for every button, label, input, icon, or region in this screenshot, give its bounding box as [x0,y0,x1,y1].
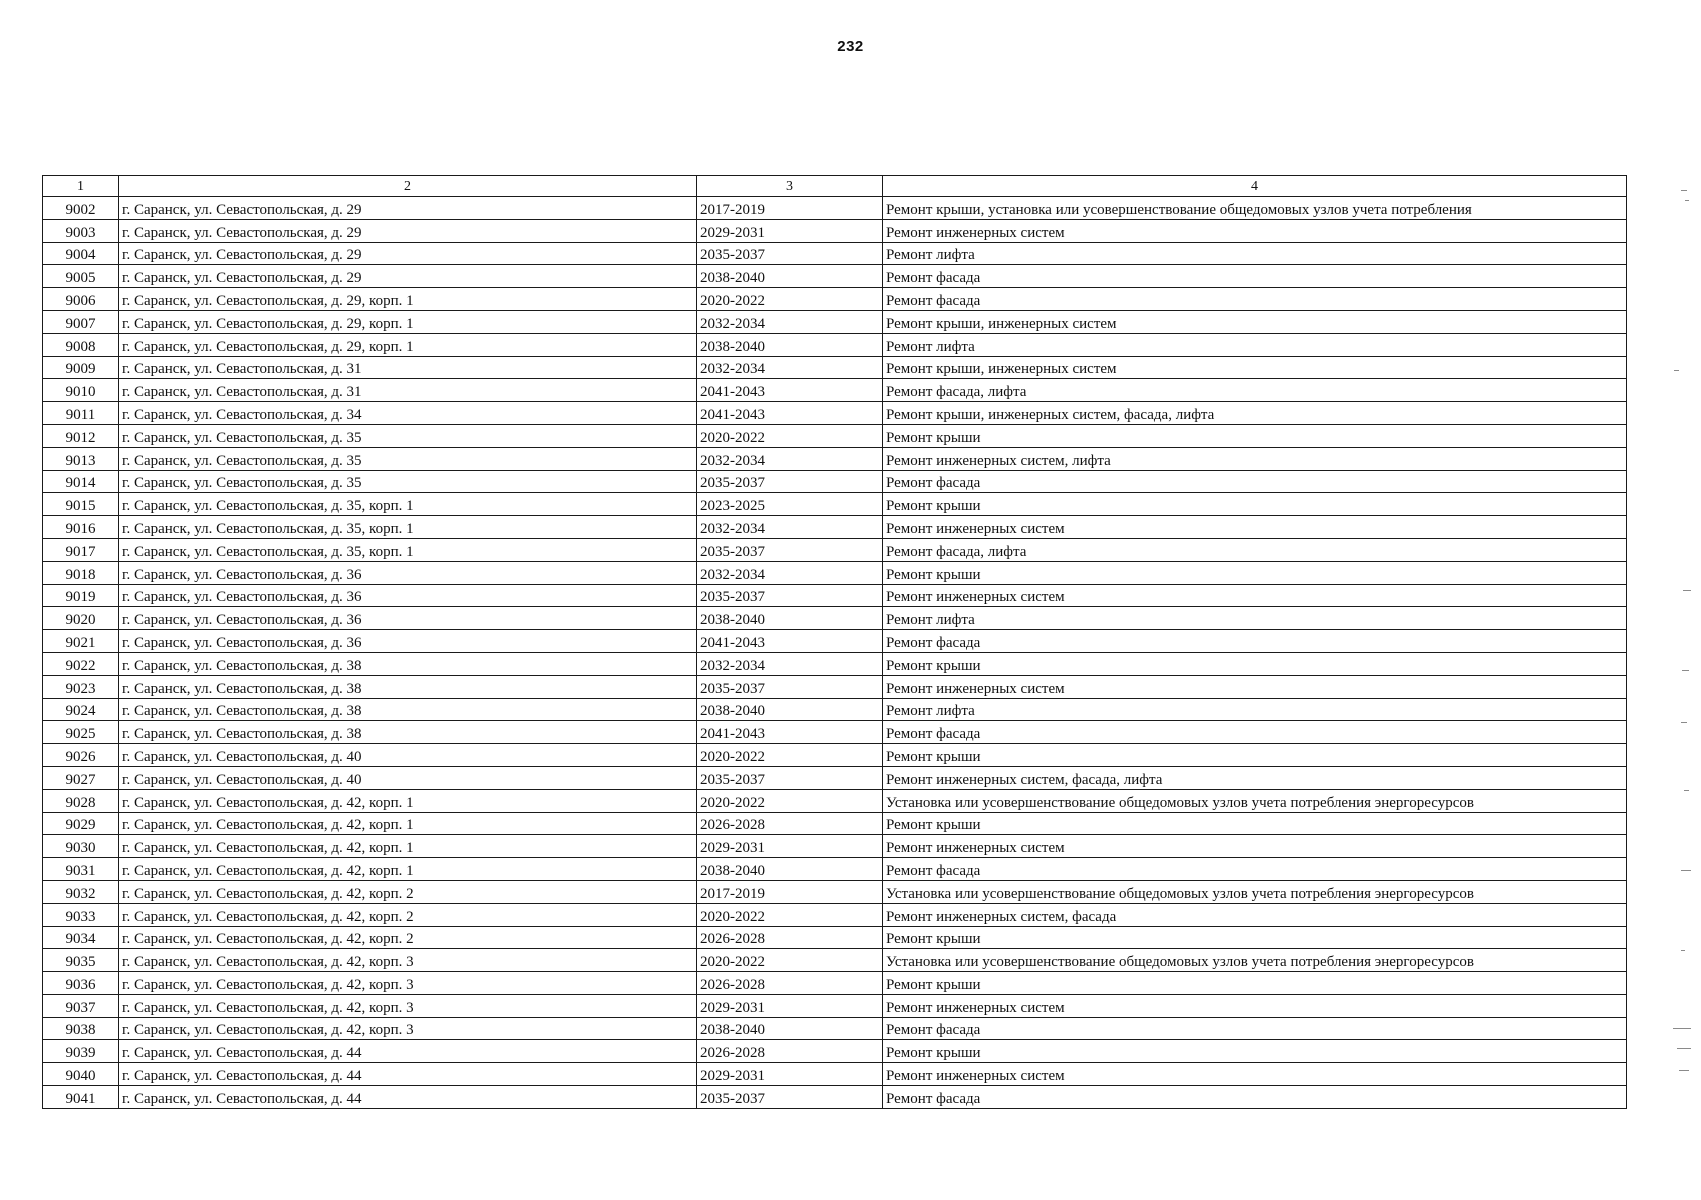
address-cell: г. Саранск, ул. Севастопольская, д. 35, корп. 1 [119,493,697,516]
table-row [43,242,1627,265]
work-type-cell: Ремонт фасада [883,630,1627,653]
row-number-cell: 9033 [43,903,119,926]
work-type-cell: Ремонт фасада [883,858,1627,881]
table-header [43,176,1627,197]
period-cell: 2032-2034 [697,447,883,470]
address-cell: г. Саранск, ул. Севастопольская, д. 38 [119,652,697,675]
period-cell: 2038-2040 [697,858,883,881]
address-cell: г. Саранск, ул. Севастопольская, д. 35 [119,470,697,493]
address-cell: г. Саранск, ул. Севастопольская, д. 29, корп. 1 [119,288,697,311]
address-cell: г. Саранск, ул. Севастопольская, д. 40 [119,766,697,789]
row-number-cell: 9041 [43,1086,119,1109]
address-cell: г. Саранск, ул. Севастопольская, д. 38 [119,721,697,744]
period-cell: 2020-2022 [697,288,883,311]
table-row [43,903,1627,926]
work-type-cell: Ремонт фасада [883,721,1627,744]
address-cell: г. Саранск, ул. Севастопольская, д. 42, корп. 1 [119,858,697,881]
address-cell: г. Саранск, ул. Севастопольская, д. 36 [119,630,697,653]
period-cell: 2038-2040 [697,1017,883,1040]
period-cell: 2035-2037 [697,766,883,789]
row-number-cell: 9011 [43,402,119,425]
row-number-cell: 9031 [43,858,119,881]
work-type-cell: Ремонт инженерных систем, фасада, лифта [883,766,1627,789]
row-number-cell: 9018 [43,561,119,584]
work-type-cell: Ремонт фасада [883,265,1627,288]
table-row [43,197,1627,220]
period-cell: 2035-2037 [697,242,883,265]
row-number-cell: 9015 [43,493,119,516]
period-cell: 2029-2031 [697,994,883,1017]
table-row [43,265,1627,288]
row-number-cell: 9005 [43,265,119,288]
table-row [43,584,1627,607]
period-cell: 2032-2034 [697,561,883,584]
table-row [43,516,1627,539]
work-type-cell: Ремонт инженерных систем [883,675,1627,698]
address-cell: г. Саранск, ул. Севастопольская, д. 44 [119,1063,697,1086]
period-cell: 2026-2028 [697,1040,883,1063]
table-row [43,310,1627,333]
address-cell: г. Саранск, ул. Севастопольская, д. 35 [119,424,697,447]
table-row [43,744,1627,767]
row-number-cell: 9025 [43,721,119,744]
row-number-cell: 9016 [43,516,119,539]
row-number-cell: 9019 [43,584,119,607]
address-cell: г. Саранск, ул. Севастопольская, д. 42, корп. 1 [119,835,697,858]
period-cell: 2038-2040 [697,698,883,721]
work-type-cell: Ремонт лифта [883,333,1627,356]
table-row [43,789,1627,812]
row-number-cell: 9030 [43,835,119,858]
table-row [43,812,1627,835]
period-cell: 2032-2034 [697,310,883,333]
period-cell: 2029-2031 [697,835,883,858]
row-number-cell: 9038 [43,1017,119,1040]
row-number-cell: 9017 [43,538,119,561]
work-type-cell: Ремонт инженерных систем [883,1063,1627,1086]
work-type-cell: Ремонт фасада [883,470,1627,493]
table-row [43,880,1627,903]
address-cell: г. Саранск, ул. Севастопольская, д. 36 [119,584,697,607]
row-number-cell: 9034 [43,926,119,949]
work-type-cell: Ремонт фасада, лифта [883,379,1627,402]
table-row [43,721,1627,744]
work-type-cell: Ремонт фасада [883,1086,1627,1109]
address-cell: г. Саранск, ул. Севастопольская, д. 42, корп. 1 [119,789,697,812]
row-number-cell: 9023 [43,675,119,698]
row-number-cell: 9012 [43,424,119,447]
row-number-cell: 9010 [43,379,119,402]
table-row [43,1040,1627,1063]
row-number-cell: 9027 [43,766,119,789]
work-type-cell: Ремонт лифта [883,698,1627,721]
period-cell: 2020-2022 [697,424,883,447]
work-type-cell: Ремонт крыши [883,744,1627,767]
address-cell: г. Саранск, ул. Севастопольская, д. 31 [119,356,697,379]
table-row [43,219,1627,242]
row-number-cell: 9008 [43,333,119,356]
capital-repair-table [42,175,1627,1109]
period-cell: 2038-2040 [697,265,883,288]
work-type-cell: Ремонт инженерных систем [883,516,1627,539]
address-cell: г. Саранск, ул. Севастопольская, д. 29, корп. 1 [119,333,697,356]
period-cell: 2029-2031 [697,1063,883,1086]
address-cell: г. Саранск, ул. Севастопольская, д. 36 [119,561,697,584]
work-type-cell: Ремонт инженерных систем [883,584,1627,607]
table-row [43,652,1627,675]
address-cell: г. Саранск, ул. Севастопольская, д. 42, корп. 3 [119,1017,697,1040]
period-cell: 2038-2040 [697,607,883,630]
row-number-cell: 9002 [43,197,119,220]
address-cell: г. Саранск, ул. Севастопольская, д. 29 [119,242,697,265]
table-row [43,470,1627,493]
work-type-cell: Ремонт инженерных систем [883,835,1627,858]
table-row [43,447,1627,470]
row-number-cell: 9009 [43,356,119,379]
row-number-cell: 9028 [43,789,119,812]
table-row [43,835,1627,858]
work-type-cell: Ремонт крыши [883,812,1627,835]
period-cell: 2017-2019 [697,880,883,903]
table-row [43,493,1627,516]
address-cell: г. Саранск, ул. Севастопольская, д. 44 [119,1086,697,1109]
row-number-cell: 9022 [43,652,119,675]
address-cell: г. Саранск, ул. Севастопольская, д. 34 [119,402,697,425]
address-cell: г. Саранск, ул. Севастопольская, д. 29 [119,197,697,220]
row-number-cell: 9014 [43,470,119,493]
row-number-cell: 9040 [43,1063,119,1086]
period-cell: 2035-2037 [697,470,883,493]
table-row [43,288,1627,311]
period-cell: 2032-2034 [697,516,883,539]
table-row [43,972,1627,995]
address-cell: г. Саранск, ул. Севастопольская, д. 31 [119,379,697,402]
work-type-cell: Ремонт фасада [883,288,1627,311]
row-number-cell: 9039 [43,1040,119,1063]
row-number-cell: 9035 [43,949,119,972]
work-type-cell: Ремонт фасада, лифта [883,538,1627,561]
period-cell: 2026-2028 [697,812,883,835]
work-type-cell: Ремонт крыши [883,1040,1627,1063]
period-cell: 2035-2037 [697,1086,883,1109]
work-type-cell: Ремонт крыши [883,493,1627,516]
page-number: 232 [837,38,864,55]
work-type-cell: Ремонт инженерных систем [883,219,1627,242]
work-type-cell: Ремонт крыши, инженерных систем [883,310,1627,333]
work-type-cell: Ремонт крыши [883,926,1627,949]
table-row [43,630,1627,653]
address-cell: г. Саранск, ул. Севастопольская, д. 38 [119,698,697,721]
row-number-cell: 9036 [43,972,119,995]
address-cell: г. Саранск, ул. Севастопольская, д. 40 [119,744,697,767]
row-number-cell: 9029 [43,812,119,835]
period-cell: 2038-2040 [697,333,883,356]
work-type-cell: Ремонт инженерных систем, лифта [883,447,1627,470]
row-number-cell: 9004 [43,242,119,265]
table-row [43,698,1627,721]
work-type-cell: Установка или усовершенствование общедомовых узлов учета потребления энергоресурсов [883,949,1627,972]
row-number-cell: 9006 [43,288,119,311]
work-type-cell: Ремонт крыши, инженерных систем [883,356,1627,379]
address-cell: г. Саранск, ул. Севастопольская, д. 38 [119,675,697,698]
table-row [43,538,1627,561]
work-type-cell: Ремонт крыши [883,561,1627,584]
address-cell: г. Саранск, ул. Севастопольская, д. 29, корп. 1 [119,310,697,333]
period-cell: 2032-2034 [697,652,883,675]
address-cell: г. Саранск, ул. Севастопольская, д. 42, корп. 3 [119,949,697,972]
column-header-4: 4 [883,176,1627,197]
address-cell: г. Саранск, ул. Севастопольская, д. 35 [119,447,697,470]
table-row [43,1086,1627,1109]
period-cell: 2032-2034 [697,356,883,379]
period-cell: 2023-2025 [697,493,883,516]
period-cell: 2041-2043 [697,379,883,402]
address-cell: г. Саранск, ул. Севастопольская, д. 42, корп. 2 [119,903,697,926]
table-row [43,766,1627,789]
header-row [43,176,1627,197]
work-type-cell: Ремонт крыши [883,972,1627,995]
work-type-cell: Ремонт инженерных систем [883,994,1627,1017]
clipped-work-text: Ремонт крыши, установка или усовершенствование общедомовых узлов учета потребления [886,201,1472,218]
column-header-2: 2 [119,176,697,197]
row-number-cell: 9003 [43,219,119,242]
work-type-cell: Ремонт лифта [883,242,1627,265]
period-cell: 2035-2037 [697,538,883,561]
address-cell: г. Саранск, ул. Севастопольская, д. 36 [119,607,697,630]
row-number-cell: 9037 [43,994,119,1017]
work-type-cell: Установка или усовершенствование общедомовых узлов учета потребления энергоресурсов [883,789,1627,812]
table-row [43,424,1627,447]
address-cell: г. Саранск, ул. Севастопольская, д. 29 [119,219,697,242]
table-row [43,356,1627,379]
period-cell: 2041-2043 [697,721,883,744]
work-type-cell: Ремонт инженерных систем, фасада [883,903,1627,926]
period-cell: 2026-2028 [697,926,883,949]
table-row [43,994,1627,1017]
period-cell: 2017-2019 [697,197,883,220]
work-type-cell: Ремонт фасада [883,1017,1627,1040]
row-number-cell: 9032 [43,880,119,903]
address-cell: г. Саранск, ул. Севастопольская, д. 29 [119,265,697,288]
table-row [43,561,1627,584]
table-row [43,1063,1627,1086]
period-cell: 2035-2037 [697,584,883,607]
scan-edge-marks [1651,170,1691,1110]
table-row [43,333,1627,356]
address-cell: г. Саранск, ул. Севастопольская, д. 42, корп. 3 [119,994,697,1017]
address-cell: г. Саранск, ул. Севастопольская, д. 42, корп. 3 [119,972,697,995]
work-type-cell: Ремонт крыши, инженерных систем, фасада, лифта [883,402,1627,425]
table-row [43,926,1627,949]
column-header-1: 1 [43,176,119,197]
column-header-3: 3 [697,176,883,197]
table-row [43,858,1627,881]
table-row [43,379,1627,402]
table-row [43,675,1627,698]
period-cell: 2020-2022 [697,789,883,812]
work-type-cell [883,197,1627,220]
table-row [43,607,1627,630]
table-row [43,949,1627,972]
table-row [43,402,1627,425]
period-cell: 2029-2031 [697,219,883,242]
work-type-cell: Ремонт крыши [883,652,1627,675]
period-cell: 2041-2043 [697,402,883,425]
address-cell: г. Саранск, ул. Севастопольская, д. 44 [119,1040,697,1063]
row-number-cell: 9013 [43,447,119,470]
row-number-cell: 9020 [43,607,119,630]
row-number-cell: 9024 [43,698,119,721]
address-cell: г. Саранск, ул. Севастопольская, д. 35, корп. 1 [119,516,697,539]
period-cell: 2020-2022 [697,903,883,926]
address-cell: г. Саранск, ул. Севастопольская, д. 35, корп. 1 [119,538,697,561]
work-type-cell: Ремонт крыши [883,424,1627,447]
address-cell: г. Саранск, ул. Севастопольская, д. 42, корп. 2 [119,926,697,949]
work-type-cell: Установка или усовершенствование общедомовых узлов учета потребления энергоресурсов [883,880,1627,903]
row-number-cell: 9007 [43,310,119,333]
table-row [43,1017,1627,1040]
address-cell: г. Саранск, ул. Севастопольская, д. 42, корп. 2 [119,880,697,903]
period-cell: 2026-2028 [697,972,883,995]
address-cell: г. Саранск, ул. Севастопольская, д. 42, корп. 1 [119,812,697,835]
table-body [43,197,1627,1109]
work-type-cell: Ремонт лифта [883,607,1627,630]
period-cell: 2020-2022 [697,949,883,972]
row-number-cell: 9026 [43,744,119,767]
period-cell: 2035-2037 [697,675,883,698]
period-cell: 2041-2043 [697,630,883,653]
row-number-cell: 9021 [43,630,119,653]
period-cell: 2020-2022 [697,744,883,767]
